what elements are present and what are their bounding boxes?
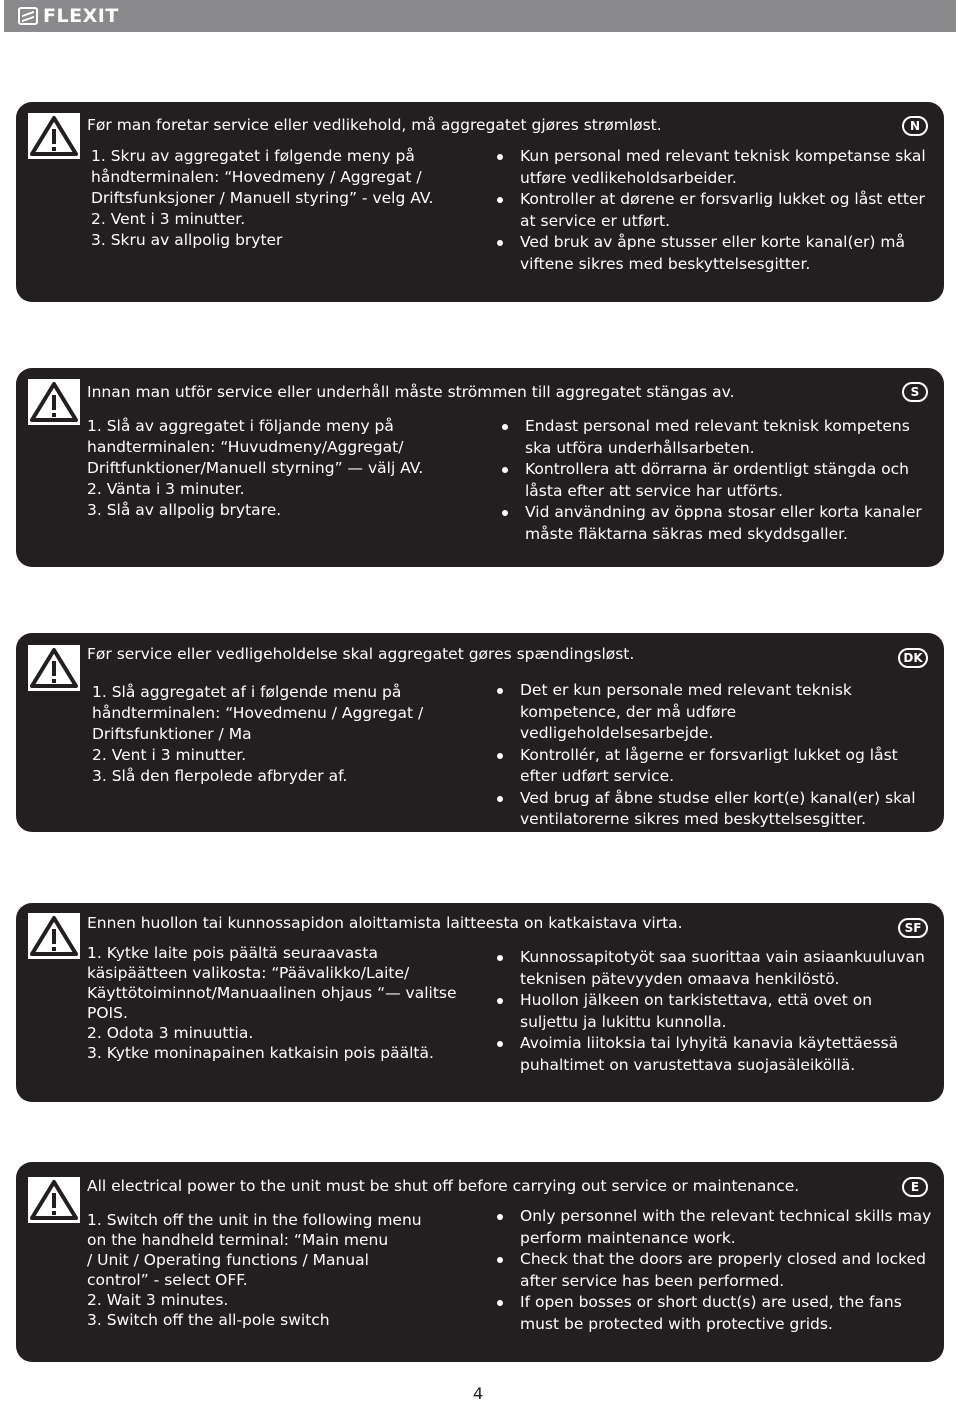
panel-headline: All electrical power to the unit must be shut off before carrying out service or maintenance. bbox=[87, 1177, 800, 1195]
step-line: 2. Vänta i 3 minuter. bbox=[87, 480, 245, 498]
brand-name: FLEXIT bbox=[43, 5, 119, 27]
step-line: 1. Slå av aggregatet i följande meny på bbox=[87, 417, 394, 435]
language-badge: N bbox=[902, 116, 928, 136]
step-line: control” - select OFF. bbox=[87, 1271, 248, 1289]
bullet-item: If open bosses or short duct(s) are used, the fans must be protected with protective grids. bbox=[494, 1292, 934, 1335]
step-line: Driftfunktioner/Manuell styrning” — välj AV. bbox=[87, 459, 424, 477]
step-line: 2. Odota 3 minuuttia. bbox=[87, 1024, 254, 1042]
step-line: 2. Vent i 3 minutter. bbox=[91, 210, 246, 228]
step-line: Käyttötoiminnot/Manuaalinen ohjaus “— valitse bbox=[87, 984, 457, 1002]
flexit-logo bbox=[18, 5, 119, 27]
panel-headline: Før man foretar service eller vedlikehold, må aggregatet gjøres strømløst. bbox=[87, 116, 662, 134]
step-line: 2. Vent i 3 minutter. bbox=[92, 746, 247, 764]
procedure-steps bbox=[91, 146, 491, 251]
bullet-item: Kontrollér, at lågerne er forsvarligt lukket og låst efter udført service. bbox=[494, 745, 934, 788]
safety-bullets bbox=[494, 947, 934, 1076]
safety-bullets bbox=[499, 416, 939, 545]
warning-panel-fi bbox=[16, 903, 944, 1102]
bullet-item: Check that the doors are properly closed and locked after service has been performed. bbox=[494, 1249, 934, 1292]
language-badge: DK bbox=[898, 648, 928, 668]
panel-headline: Før service eller vedligeholdelse skal aggregatet gøres spændingsløst. bbox=[87, 645, 635, 663]
header-bar bbox=[4, 0, 956, 32]
warning-panel-en bbox=[16, 1162, 944, 1362]
language-badge: SF bbox=[898, 918, 928, 938]
procedure-steps bbox=[87, 1210, 487, 1330]
safety-bullets bbox=[494, 680, 934, 831]
step-line: 1. Slå aggregatet af i følgende menu på bbox=[92, 683, 402, 701]
bullet-item: Ved brug af åbne studse eller kort(e) kanal(er) skal ventilatorerne sikres med beskyttelsesgitter. bbox=[494, 788, 934, 831]
warning-triangle-icon bbox=[28, 1177, 80, 1223]
bullet-item: Huollon jälkeen on tarkistettava, että ovet on suljettu ja lukittu kunnolla. bbox=[494, 990, 934, 1033]
step-line: 3. Switch off the all-pole switch bbox=[87, 1311, 330, 1329]
bullet-item: Avoimia liitoksia tai lyhyitä kanavia käytettäessä puhaltimet on varustettava suojasäleiköllä. bbox=[494, 1033, 934, 1076]
step-line: handterminalen: “Huvudmeny/Aggregat/ bbox=[87, 438, 404, 456]
step-line: käsipäätteen valikosta: “Päävalikko/Laite/ bbox=[87, 964, 410, 982]
step-line: 1. Kytke laite pois päältä seuraavasta bbox=[87, 944, 378, 962]
procedure-steps bbox=[87, 416, 487, 521]
warning-triangle-icon bbox=[28, 645, 80, 691]
step-line: on the handheld terminal: “Main menu bbox=[87, 1231, 389, 1249]
bullet-item: Endast personal med relevant teknisk kompetens ska utföra underhållsarbeten. bbox=[499, 416, 939, 459]
step-line: 3. Skru av allpolig bryter bbox=[91, 231, 283, 249]
language-badge: S bbox=[902, 382, 928, 402]
step-line: 2. Wait 3 minutes. bbox=[87, 1291, 229, 1309]
safety-bullets bbox=[494, 1206, 934, 1335]
warning-triangle-icon bbox=[28, 913, 80, 959]
bullet-item: Det er kun personale med relevant teknisk kompetence, der må udføre vedligeholdelsesarbejde. bbox=[494, 680, 934, 745]
bullet-item: Kontrollera att dörrarna är ordentligt stängda och låsta efter att service har utförts. bbox=[499, 459, 939, 502]
step-line: 1. Skru av aggregatet i følgende meny på bbox=[91, 147, 415, 165]
step-line: håndterminalen: “Hovedmenu / Aggregat / bbox=[92, 704, 424, 722]
bullet-item: Ved bruk av åpne stusser eller korte kanal(er) må viftene sikres med beskyttelsesgitter. bbox=[494, 232, 934, 275]
step-line: / Unit / Operating functions / Manual bbox=[87, 1251, 369, 1269]
procedure-steps bbox=[87, 943, 487, 1063]
step-line: 3. Kytke moninapainen katkaisin pois päältä. bbox=[87, 1044, 434, 1062]
warning-panel-se bbox=[16, 368, 944, 567]
panel-headline: Ennen huollon tai kunnossapidon aloittamista laitteesta on katkaistava virta. bbox=[87, 914, 683, 932]
page-number: 4 bbox=[473, 1384, 484, 1403]
step-line: Driftsfunksjoner / Manuell styring” - velg AV. bbox=[91, 189, 434, 207]
flexit-logo-icon bbox=[18, 7, 38, 25]
warning-panel-dk bbox=[16, 633, 944, 832]
bullet-item: Only personnel with the relevant technical skills may perform maintenance work. bbox=[494, 1206, 934, 1249]
bullet-item: Vid användning av öppna stosar eller korta kanaler måste fläktarna säkras med skyddsgaller. bbox=[499, 502, 939, 545]
language-badge: E bbox=[902, 1177, 928, 1197]
warning-panel-no bbox=[16, 102, 944, 302]
warning-triangle-icon bbox=[28, 379, 80, 425]
panel-headline: Innan man utför service eller underhåll måste strömmen till aggregatet stängas av. bbox=[87, 383, 735, 401]
step-line: 1. Switch off the unit in the following menu bbox=[87, 1211, 422, 1229]
bullet-item: Kontroller at dørene er forsvarlig lukket og låst etter at service er utført. bbox=[494, 189, 934, 232]
procedure-steps bbox=[92, 682, 492, 787]
bullet-item: Kun personal med relevant teknisk kompetanse skal utføre vedlikeholdsarbeider. bbox=[494, 146, 934, 189]
step-line: Driftsfunktioner / Ma bbox=[92, 725, 252, 743]
step-line: håndterminalen: “Hovedmeny / Aggregat / bbox=[91, 168, 422, 186]
bullet-item: Kunnossapitotyöt saa suorittaa vain asiaankuuluvan teknisen pätevyyden omaava henkilöstö. bbox=[494, 947, 934, 990]
step-line: POIS. bbox=[87, 1004, 128, 1022]
step-line: 3. Slå av allpolig brytare. bbox=[87, 501, 282, 519]
safety-bullets bbox=[494, 146, 934, 275]
warning-triangle-icon bbox=[28, 113, 80, 159]
step-line: 3. Slå den flerpolede afbryder af. bbox=[92, 767, 348, 785]
